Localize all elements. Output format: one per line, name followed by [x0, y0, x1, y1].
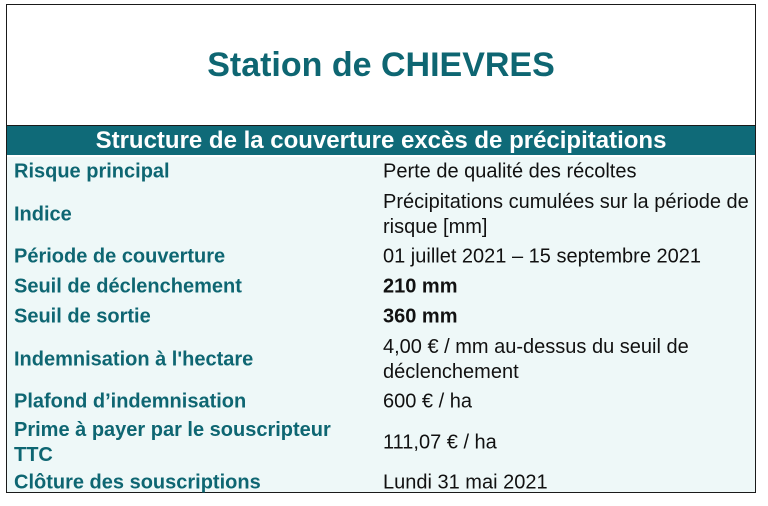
row-label: Indice	[14, 203, 72, 225]
row-label: Indemnisation à l'hectare	[14, 348, 254, 370]
station-title: Station de CHIEVRES	[207, 45, 555, 84]
row-value: Précipitations cumulées sur la période de risque [mm]	[383, 190, 749, 238]
row-label: Seuil de sortie	[14, 305, 151, 328]
row-label: Clôture des souscriptions	[14, 471, 261, 494]
table-row	[7, 242, 755, 272]
table-row	[7, 387, 755, 417]
table-row	[7, 187, 755, 242]
row-label: Risque principal	[14, 160, 170, 183]
row-label: Période de couverture	[14, 245, 226, 268]
table-row	[7, 469, 755, 497]
table-row	[7, 417, 755, 469]
row-value: 210 mm	[383, 275, 458, 298]
coverage-table	[7, 157, 755, 492]
table-row	[7, 302, 755, 332]
table-row	[7, 157, 755, 187]
coverage-card	[6, 4, 756, 493]
row-label: Plafond d’indemnisation	[14, 390, 247, 413]
row-value: 4,00 € / mm au-dessus du seuil de déclenchement	[383, 335, 689, 383]
row-label: Seuil de déclenchement	[14, 275, 242, 298]
section-header: Structure de la couverture excès de précipitations	[7, 125, 755, 155]
table-row	[7, 332, 755, 387]
row-label: Prime à payer par le souscripteur TTC	[14, 419, 331, 466]
row-value: Lundi 31 mai 2021	[383, 471, 548, 494]
row-value: Perte de qualité des récoltes	[383, 160, 637, 183]
row-value: 600 € / ha	[383, 390, 472, 413]
row-value: 360 mm	[383, 305, 458, 328]
row-value: 111,07 € / ha	[383, 431, 497, 454]
row-value: 01 juillet 2021 – 15 septembre 2021	[383, 245, 702, 268]
table-row	[7, 272, 755, 302]
